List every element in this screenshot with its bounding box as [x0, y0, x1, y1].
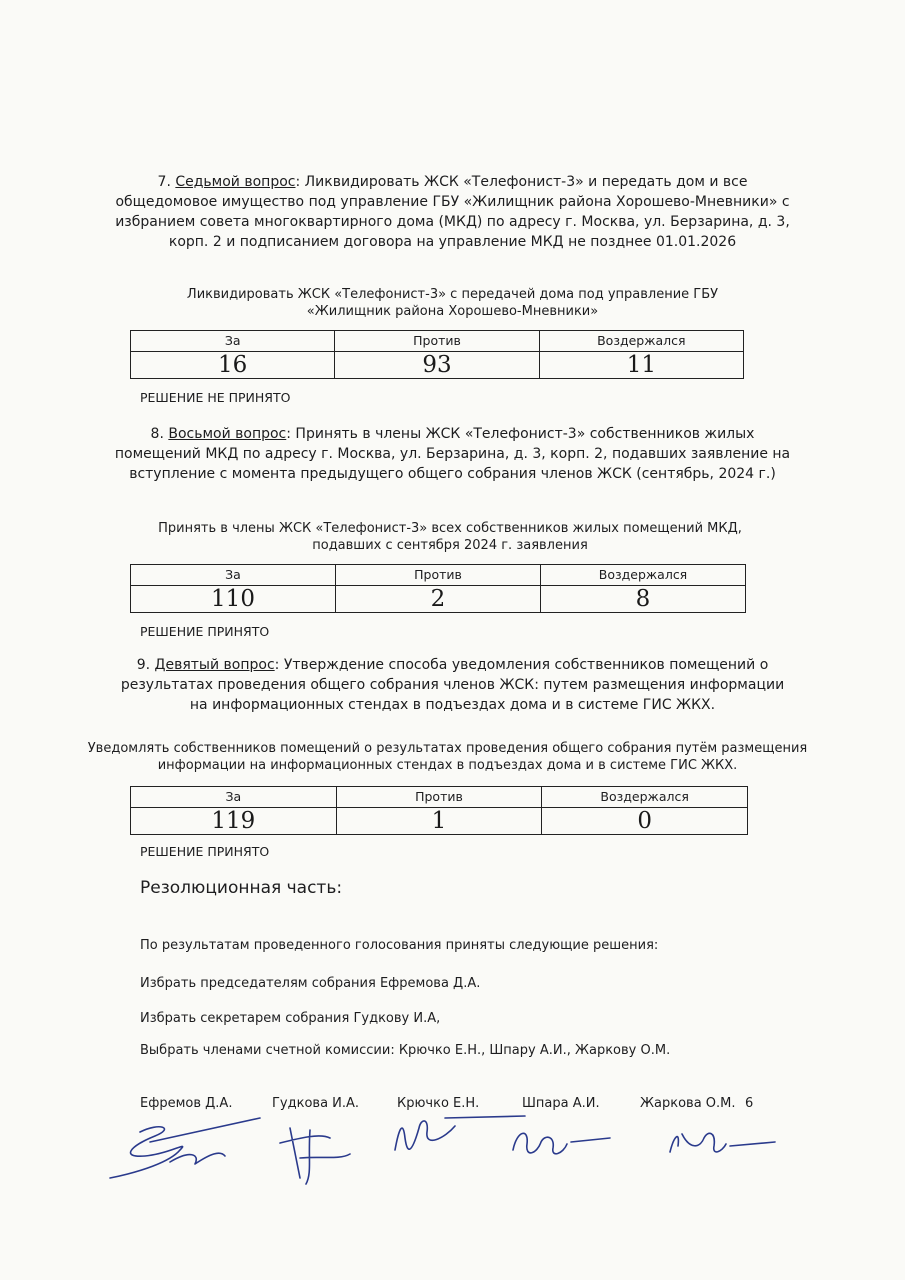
resolution-line-2: Избрать председателям собрания Ефремова Д.А.	[140, 976, 481, 991]
question-8-text	[110, 424, 795, 484]
question-8-vote-table	[130, 564, 746, 613]
question-8-title: Восьмой вопрос	[168, 426, 287, 442]
page-number: 6	[745, 1096, 754, 1111]
question-9-body: : Утверждение способа уведомления собственников помещений о результатах проведения общего собрания членов ЖСК: путем размещения информации на информационных стендах в подъездах дома и в системе ГИС ЖКХ.	[120, 657, 785, 713]
question-7-proposal: Ликвидировать ЖСК «Телефонист-3» с передачей дома под управление ГБУ «Жилищник района Хорошево-Мневники»	[186, 287, 719, 319]
value-against: 1	[336, 808, 542, 835]
question-8-body: : Принять в члены ЖСК «Телефонист-3» собственников жилых помещений МКД по адресу г. Москва, ул. Берзарина, д. 3, корп. 2, подавших заявление на вступление с момента предыдущего общего собрания членов ЖСК (сентябрь, 2024 г.)	[114, 426, 791, 482]
signatory-efremov: Ефремов Д.А.	[140, 1096, 233, 1111]
value-against: 93	[335, 352, 539, 379]
resolution-line-4: Выбрать членами счетной комиссии: Крючко Е.Н., Шпару А.И., Жаркову О.М.	[140, 1043, 671, 1058]
question-8-proposal: Принять в члены ЖСК «Телефонист-3» всех собственников жилых помещений МКД, подавших с сентября 2024 г. заявления	[158, 521, 742, 553]
resolution-line-3: Избрать секретарем собрания Гудкову И.А,	[140, 1011, 441, 1026]
question-7-vote-table	[130, 330, 744, 379]
question-8-decision: РЕШЕНИЕ ПРИНЯТО	[140, 624, 270, 639]
signature-zharkova	[660, 1120, 780, 1170]
question-9-number: 9.	[136, 657, 151, 673]
question-9-proposal: Уведомлять собственников помещений о результатах проведения общего собрания путём размещения информации на информационных стендах в подъездах дома и в системе ГИС ЖКХ.	[87, 741, 808, 773]
question-7-text	[110, 172, 795, 252]
header-against: Против	[336, 565, 541, 586]
question-7-decision: РЕШЕНИЕ НЕ ПРИНЯТО	[140, 390, 291, 405]
header-for: За	[131, 787, 337, 808]
question-7-body: : Ликвидировать ЖСК «Телефонист-3» и передать дом и все общедомовое имущество под управление ГБУ «Жилищник района Хорошево-Мневники» с избранием совета многоквартирного дома (МКД) по адресу г. Москва, ул. Берзарина, д. 3, корп. 2 и подписанием договора на управление МКД не позднее 01.01.2026	[115, 174, 790, 250]
question-8-number: 8.	[150, 426, 164, 442]
header-for: За	[131, 331, 335, 352]
signature-gudkova	[270, 1118, 370, 1188]
question-9-decision: РЕШЕНИЕ ПРИНЯТО	[140, 844, 270, 859]
value-abstain: 0	[542, 808, 748, 835]
value-for: 16	[131, 352, 335, 379]
signatory-kryuchko: Крючко Е.Н.	[397, 1096, 480, 1111]
header-for: За	[131, 565, 336, 586]
signatory-gudkova: Гудкова И.А.	[272, 1096, 360, 1111]
value-abstain: 11	[539, 352, 743, 379]
header-abstain: Воздержался	[542, 787, 748, 808]
resolution-title: Резолюционная часть:	[140, 878, 343, 898]
question-9-vote-table	[130, 786, 748, 835]
signatory-shpara: Шпара А.И.	[522, 1096, 600, 1111]
signature-efremov	[100, 1110, 270, 1190]
value-for: 110	[131, 586, 336, 613]
resolution-line-1: По результатам проведенного голосования приняты следующие решения:	[140, 938, 659, 953]
question-7-title: Седьмой вопрос	[175, 174, 296, 190]
value-for: 119	[131, 808, 337, 835]
header-abstain: Воздержался	[541, 565, 746, 586]
question-7-number: 7.	[157, 174, 171, 190]
question-9-title: Девятый вопрос	[154, 657, 275, 673]
value-abstain: 8	[541, 586, 746, 613]
signatory-zharkova: Жаркова О.М.	[640, 1096, 736, 1111]
header-abstain: Воздержался	[539, 331, 743, 352]
value-against: 2	[336, 586, 541, 613]
header-against: Против	[336, 787, 542, 808]
question-9-text	[110, 655, 795, 715]
header-against: Против	[335, 331, 539, 352]
signature-shpara	[505, 1120, 615, 1170]
